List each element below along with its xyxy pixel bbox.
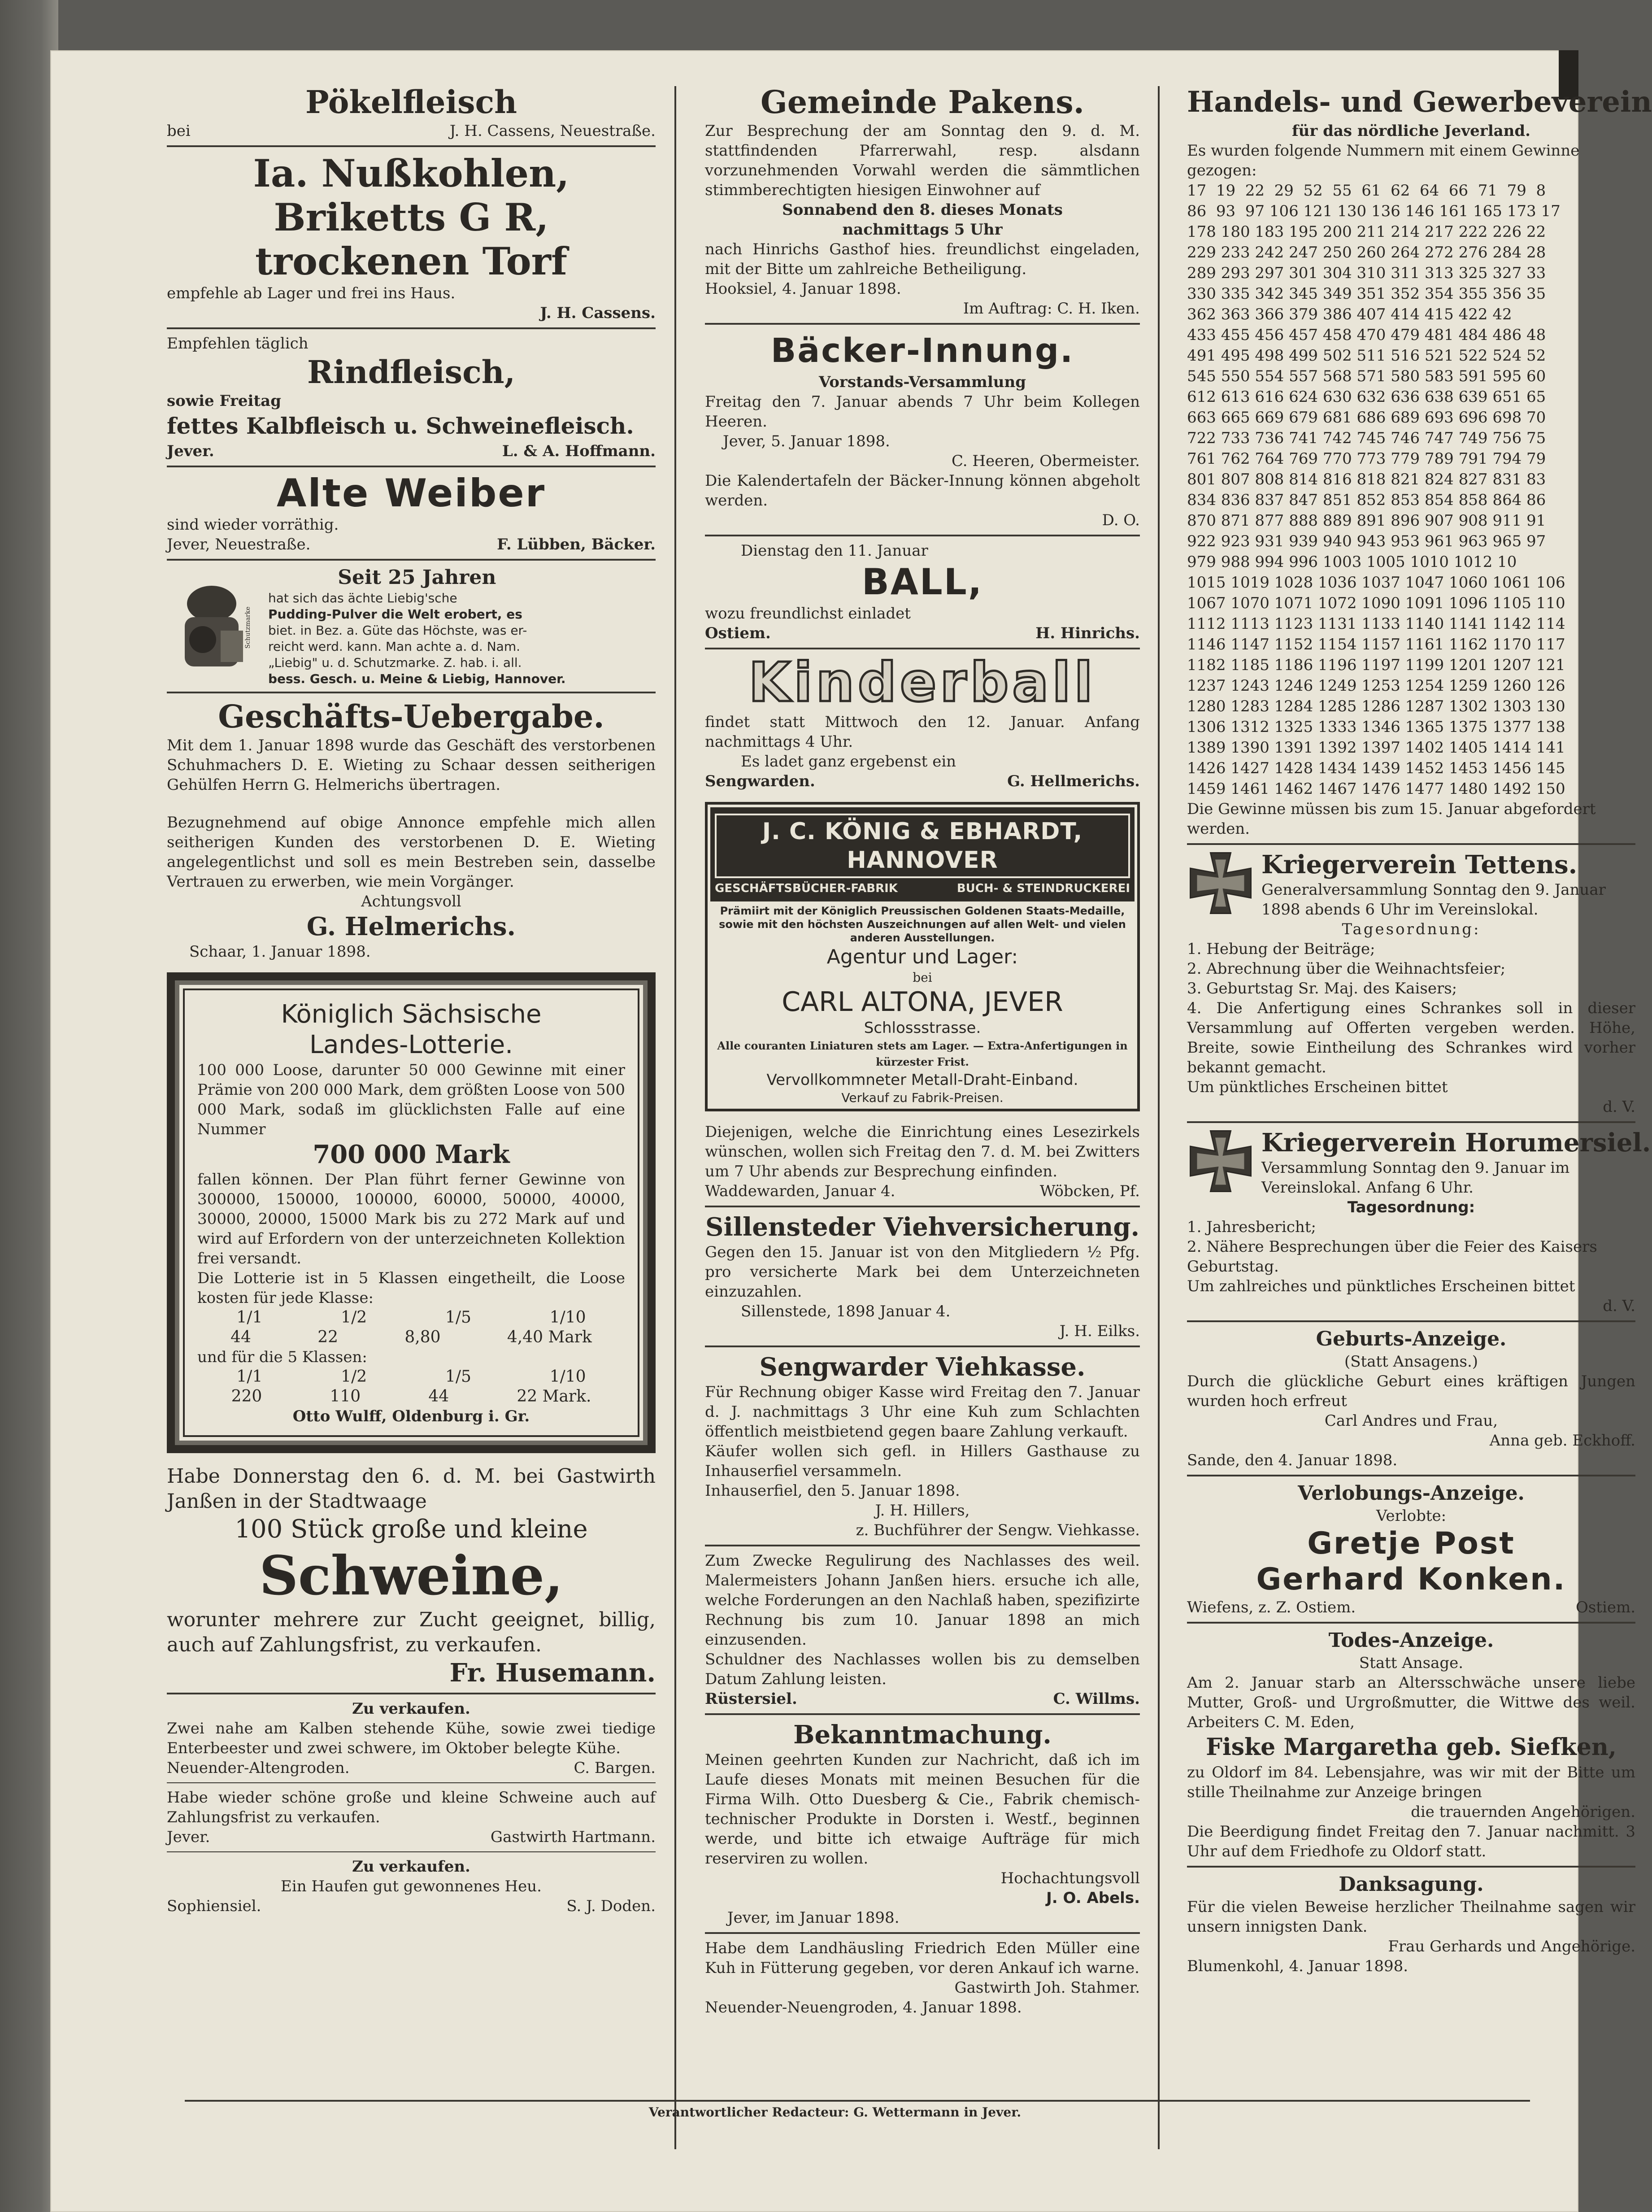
ad-text: Meinen geehrten Kunden zur Nachricht, daß ich im Laufe dieses Monats mit meinen Besuchen für die Firma Wilh. Otto Duesberg & Cie., Fabrik chemisch-technischer Produkte in Dorsten i. Westf., beginnen werde, und bitte ich etwaige Aufträge für mich reserviren zu wollen. [705,1751,1140,1868]
ad-subtitle: Tagesordnung: [1347,1198,1475,1216]
ad-title: Rindfleisch, [307,353,515,391]
ad-text: z. Buchführer der Sengw. Viehkasse. [856,1521,1140,1539]
ad-text: nach Hinrichs Gasthof hies. freundlichst eingeladen, mit der Bitte um zahlreiche Betheiligung. [705,240,1140,278]
ad-lesezirkel [705,1120,1140,1203]
ad-title: Zu verkaufen. [352,1858,470,1876]
ad-text: Um pünktliches Erscheinen bittet [1187,1078,1448,1096]
ad-title: Danksagung. [1339,1873,1484,1896]
ad-verlobung [1187,1479,1635,1619]
ad-text: Zur Besprechung der am Sonntag den 9. d. M. stattfindenden Pfarrerwahl, resp. alsdann vorzunehmenden Vorwahl werden die sämmtlichen stimmberechtigten hiesigen Einwohner auf [705,122,1140,199]
fraction: 1/5 [445,1308,471,1327]
ad-text: Die Gewinne müssen bis zum 15. Januar abgefordert werden. [1187,800,1596,838]
ad-title: Verlobungs-Anzeige. [1298,1482,1525,1505]
ad-signature: Gastwirth Joh. Stahmer. [954,1979,1140,1997]
ad-uebergabe [167,696,656,963]
ad-title: Geburts-Anzeige. [1316,1328,1507,1350]
ad-title: Sengwarder Viehkasse. [759,1352,1086,1382]
ad-text: empfehle ab Lager und frei ins Haus. [167,284,456,302]
column-rule [674,86,676,2149]
ad-text: Käufer wollen sich gefl. in Hillers Gasthause zu Inhauserfiel versammeln. [705,1442,1140,1480]
ad-highlight: 700 000 Mark [313,1140,510,1169]
ad-text: Pudding-Pulver die Welt erobert, es [268,607,522,622]
ad-subtitle: für das nördliche Jeverland. [1292,122,1530,140]
agenda-item: 3. Geburtstag Sr. Maj. des Kaisers; [1187,980,1457,997]
ad-text: Es wurden folgende Nummern mit einem Gewinne gezogen: [1187,142,1580,179]
ad-text: hat sich das ächte Liebig'sche [268,591,457,605]
ad-danksagung [1187,1870,1635,1978]
ad-title: Geschäfts-Uebergabe. [218,698,604,735]
ad-viehkasse [705,1350,1140,1542]
ad-place: Sengwarden. [705,772,815,790]
ad-text: sind wieder vorräthig. [167,516,339,534]
ad-title: Handels- und Gewerbeverein [1187,85,1652,119]
ad-title: Seit 25 Jahren [338,566,496,589]
ad-title: Bäcker-Innung. [770,331,1074,370]
agenda-item: 2. Abrechnung über die Weihnachtsfeier; [1187,960,1506,978]
ad-text: Bezugnehmend auf obige Annonce empfehle mich allen seitherigen Kunden des verstorbenen D. E. Wieting angelegentlichst und soll es mein Bestreben sein, dasselbe Vertrauen zu erwerben, wie mein Vorgänger. [167,814,656,891]
ad-alte-weiber [167,470,656,556]
ad-text: Verkauf zu Fabrik-Preisen. [841,1090,1004,1105]
ad-text: Vervollkommneter Metall-Draht-Einband. [766,1071,1078,1089]
ad-text: Für die vielen Beweise herzlicher Theilnahme sagen wir unsern innigsten Dank. [1187,1898,1635,1936]
ad-signature: D. O. [1102,511,1140,529]
ad-name: Fiske Margaretha geb. Siefken, [1206,1733,1617,1761]
ad-subtitle: GESCHÄFTSBÜCHER-FABRIK [715,882,898,895]
ad-text: Alle couranten Liniaturen stets am Lager. — Extra-Anfertigungen in kürzester Frist. [717,1039,1128,1068]
ad-poekelfleisch [167,82,656,143]
ad-todes [1187,1626,1635,1863]
ad-date: Sande, den 4. Januar 1898. [1187,1451,1398,1469]
ad-name: Gretje Post [1307,1526,1515,1561]
ad-text: Habe wieder schöne große und kleine Schweine auch auf Zahlungsfrist zu verkaufen. [167,1789,656,1826]
ad-text: Freitag den 7. Januar abends 7 Uhr beim Kollegen Heeren. [705,393,1140,431]
ad-title: Briketts G R, [274,195,549,239]
ad-name: Gerhard Konken. [1256,1562,1566,1597]
ad-text: Mit dem 1. Januar 1898 wurde das Geschäft des verstorbenen Schuhmachers D. E. Wieting zu Schaar dessen seitherigen Gehülfen Herrn G. Helmerichs übertragen. [167,736,656,794]
ad-signature: J. H. Eilks. [1059,1322,1140,1340]
fraction: 1/2 [341,1308,367,1327]
ad-kohlen [167,150,656,325]
footer-editor: Verantwortlicher Redacteur: G. Wettermann in Jever. [648,2105,1022,2120]
ad-text: Generalversammlung Sonntag den 9. Januar 1898 abends 6 Uhr im Vereinslokal. [1261,881,1606,919]
price: 4,40 Mark [507,1328,592,1346]
ad-kinderball [705,652,1140,793]
ad-text: bei [167,122,191,140]
price: 8,80 [404,1328,441,1346]
ad-date: Blumenkohl, 4. Januar 1898. [1187,1957,1409,1975]
ad-text: Habe Donnerstag den 6. d. M. bei Gastwirth Janßen in der Stadtwaage [167,1465,656,1513]
ad-title: Zu verkaufen. [352,1700,470,1718]
ad-text: Zwei nahe am Kalben stehende Kühe, sowie zwei tiedige Enterbeester und zwei schwere, im Oktober belegte Kühe. [167,1720,656,1757]
ad-title: Pökelfleisch [305,83,517,121]
ad-date: Schaar, 1. Januar 1898. [189,943,371,961]
ad-text: Durch die glückliche Geburt eines kräftigen Jungen wurden hoch erfreut [1187,1372,1635,1410]
ad-text: Es ladet ganz ergebenst ein [741,753,956,771]
ad-verkaufen-1 [167,1697,656,1780]
fraction: 1/2 [341,1367,367,1386]
ad-pakens [705,82,1140,320]
ad-date: Inhauserfiel, den 5. Januar 1898. [705,1482,960,1500]
ad-signature: L. & A. Hoffmann. [502,442,656,460]
ad-signature: S. J. Doden. [566,1897,656,1915]
ad-signature: d. V. [1603,1297,1635,1315]
ad-signature: Otto Wulff, Oldenburg i. Gr. [292,1407,530,1425]
ad-verkaufen-2 [167,1855,656,1918]
agenda-item: 1. Jahresbericht; [1187,1218,1316,1236]
agenda-item: 1. Hebung der Beiträge; [1187,940,1375,958]
ad-signature: C. Bargen. [574,1759,656,1777]
ad-text: und für die 5 Klassen: [197,1348,367,1366]
ad-title: Alte Weiber [276,471,546,516]
ad-schweine [167,1462,656,1690]
ad-place: Jever. [167,442,214,460]
fraction: 1/1 [236,1308,263,1327]
column-middle [705,82,1140,2019]
fraction: 1/1 [236,1367,263,1386]
ad-signature: C. Willms. [1053,1690,1140,1708]
ad-text: reicht werd. kann. Man achte a. d. Nam. [268,639,520,654]
ad-place: Ostiem. [705,624,771,642]
ad-signature: d. V. [1603,1098,1635,1116]
ad-date: Sillenstede, 1898 Januar 4. [741,1302,951,1320]
scan-margin [0,0,58,2212]
ad-handelsverein [1187,82,1652,840]
ad-text: 100 000 Loose, darunter 50 000 Gewinne mit einer Prämie von 200 000 Mark, dem größten Loose von 500 000 Mark, sodaß im glücklichsten Falle auf eine Nummer [197,1061,625,1138]
ad-name: CARL ALTONA, JEVER [782,986,1063,1018]
ad-text: zu Oldorf im 84. Lebensjahre, was wir mit der Bitte um stille Theilnahme zur Anzeige bringen [1187,1764,1635,1801]
ad-kriegerverein-horumersiel [1187,1126,1651,1318]
ad-title: Königlich Sächsische [281,1000,542,1029]
ad-text: Sonnabend den 8. dieses Monats [782,201,1063,219]
ad-text: wozu freundlichst einladet [705,605,911,623]
ad-text: Die Kalendertafeln der Bäcker-Innung können abgeholt werden. [705,472,1140,509]
price: 44 [230,1328,251,1346]
ad-signature: J. H. Hillers, [875,1502,970,1520]
ad-title: Ia. Nußkohlen, [253,151,570,196]
ad-place: Jever. [167,1828,210,1846]
ad-signature: C. Heeren, Obermeister. [951,452,1140,470]
price: 22 Mark. [517,1387,591,1406]
ad-geburt [1187,1325,1635,1472]
ad-signature: J. H. Cassens. [540,304,656,322]
ad-rindfleisch [167,332,656,463]
ad-text: fettes Kalbfleisch u. Schweinefleisch. [167,413,634,439]
ad-place: Rüstersiel. [705,1690,797,1708]
fraction: 1/10 [549,1308,586,1327]
ad-signature: Anna geb. Eckhoff. [1489,1432,1635,1450]
ad-text: Zum Zwecke Regulirung des Nachlasses des weil. Malermeisters Johann Janßen hiers. ersuche ich alle, welche Forderungen an den Nachlaß haben, spezifizirte Rechnung bis zum 10. Januar 1898 an mich einzusenden. [705,1552,1140,1649]
ad-text: Die Beerdigung findet Freitag den 7. Januar nachmitt. 3 Uhr auf dem Friedhofe zu Oldorf statt. [1187,1823,1635,1860]
iron-cross-icon [1187,849,1254,917]
ad-title: Todes-Anzeige. [1328,1629,1494,1652]
ad-signature: G. Helmerichs. [306,912,516,941]
ad-text: nachmittags 5 Uhr [842,221,1003,239]
ad-text: Diejenigen, welche die Einrichtung eines Lesezirkels wünschen, wollen sich Freitag den 7. d. M. bei Zwitters um 7 Uhr abends zur Besprechung einfinden. [705,1123,1140,1180]
ad-title: Kriegerverein Horumersiel. [1261,1128,1651,1158]
ad-text: worunter mehrere zur Zucht geeignet, billig, auch auf Zahlungsfrist, zu verkaufen. [167,1608,656,1656]
ad-title: BALL, [861,561,983,603]
ad-date: Jever, 5. Januar 1898. [723,432,890,450]
ad-text: Für Rechnung obiger Kasse wird Freitag den 7. Januar d. J. nachmittags 3 Uhr eine Kuh zum Schlachten öffentlich meistbietend gegen baare Zahlung verkauft. [705,1383,1140,1441]
agenda-item: 4. Die Anfertigung eines Schrankes soll in dieser Versammlung auf Offerten vergeben werden. Höhe, Breite, sowie Eintheilung des Schrankes wird vorher bekannt gemacht. [1187,999,1635,1076]
ad-date: Hooksiel, 4. Januar 1898. [705,280,901,298]
ad-subtitle: Tagesordnung: [1342,920,1481,938]
ad-text: Die Lotterie ist in 5 Klassen eingetheilt, die Loose kosten für jede Klasse: [197,1269,625,1307]
ad-place: Wiefens, z. Z. Ostiem. [1187,1598,1356,1616]
ad-lotterie [167,972,656,1453]
price: 110 [330,1387,361,1406]
ad-signature: J. H. Cassens, Neuestraße. [449,122,656,140]
ad-text: Dienstag den 11. Januar [741,542,928,560]
ad-place: Waddewarden, Januar 4. [705,1182,896,1200]
ad-text: Verlobte: [1376,1507,1447,1525]
ad-text: biet. in Bez. a. Güte das Höchste, was er- [268,623,527,638]
ad-stahmer [705,1937,1140,2019]
column-right [1187,82,1652,1978]
ad-liebig [167,563,656,689]
fraction: 1/5 [445,1367,471,1386]
price: 22 [317,1328,339,1346]
ad-text: Achtungsvoll [361,893,461,910]
ad-title: Sillensteder Viehversicherung. [705,1212,1139,1242]
ad-title: Bekanntmachung. [793,1720,1052,1750]
ad-text: (Statt Ansagens.) [1344,1353,1478,1371]
ad-koenig-ebhardt [705,802,1140,1111]
ad-signature: Wöbcken, Pf. [1039,1182,1140,1200]
ad-subtitle: Vorstands-Versammlung [818,373,1026,391]
ad-signature: Im Auftrag: C. H. Iken. [963,300,1140,318]
iron-cross-icon [1187,1128,1254,1195]
ad-text: sowie Freitag [167,392,281,410]
ad-baecker [705,327,1140,532]
ad-title: Landes-Lotterie. [309,1030,513,1059]
ad-sillenstede [705,1210,1140,1343]
ad-text: Am 2. Januar starb an Altersschwäche unsere liebe Mutter, Groß- und Urgroßmutter, die Wittwe des weil. Arbeiters C. M. Eden, [1187,1674,1635,1731]
price: 44 [428,1387,449,1406]
ad-text: Versammlung Sonntag den 9. Januar im Vereinslokal. Anfang 6 Uhr. [1261,1159,1570,1197]
ad-signature: H. Hinrichs. [1035,624,1140,642]
ad-text: findet statt Mittwoch den 12. Januar. Anfang nachmittags 4 Uhr. [705,713,1140,751]
ad-bekanntmachung [705,1718,1140,1929]
fraction: 1/10 [549,1367,586,1386]
ad-text: Prämiirt mit der Königlich Preussischen Goldenen Staats-Medaille, sowie mit den höchsten Auszeichnungen auf allen Welt- und vielen anderen Ausstellungen. [719,905,1126,944]
ad-nachlass [705,1549,1140,1711]
winning-numbers: 17 19 22 29 52 55 61 62 64 66 71 79 8 86 93 97 106 121 130 136 146 161 165 173 17 178 180 183 195 200 211 214 217 222 226 22 229 233 242 247 250 260 264 272 276 284 28 289 293 297 301 304 310 311 313 325 327 33 330 335 342 345 349 351 352 354 355 356 35 362 363 366 379 386 407 414 415 422 42 433 455 456 457 458 470 479 481 484 486 48 491 495 498 499 502 511 516 521 522 524 52 545 550 554 557 568 571 580 583 591 595 60 612 613 616 624 630 632 636 638 639 651 65 663 665 669 679 681 686 689 693 696 698 70 722 733 736 741 742 745 746 747 749 756 75 761 762 764 769 770 773 779 789 791 794 79 801 807 808 814 816 818 821 824 827 831 83 834 836 837 847 851 852 853 854 858 864 86 870 871 877 888 889 891 896 907 908 911 91 922 923 931 939 940 943 953 961 963 965 97 979 988 994 996 1003 1005 1010 1012 10 1015 1019 1028 1036 1037 1047 1060 1061 106 1067 1070 1071 1072 1090 1091 1096 1105 110 1112 1113 1123 1131 1133 1140 1141 1142 114 1146 1147 1152 1154 1157 1161 1162 1170 117 1182 1185 1186 1196 1197 1199 1201 1207 121 1237 1243 1246 1249 1253 1254 1259 1260 126 1280 1283 1284 1285 1286 1287 1302 1303 130 1306 1312 1325 1333 1346 1365 1375 1377 138 1389 1390 1391 1392 1397 1402 1405 1414 141 1426 1427 1428 1434 1439 1452 1453 1456 145 1459 1461 1462 1467 1476 1477 1480 1492 150 [1187,182,1565,798]
ad-signature: Fr. Husemann. [449,1658,656,1688]
ad-text: bess. Gesch. u. Meine & Liebig, Hannover. [268,671,566,686]
ad-place: Ostiem. [1575,1598,1635,1616]
ad-ball [705,539,1140,645]
ad-signature: G. Hellmerichs. [1007,772,1140,790]
ad-text: Um zahlreiches und pünktliches Erscheinen bittet [1187,1277,1575,1295]
price: 220 [231,1387,262,1406]
ad-date: Neuender-Neuengroden, 4. Januar 1898. [705,1999,1022,2016]
ad-title: J. C. KÖNIG & EBHARDT, HANNOVER [715,814,1130,878]
agenda-item: 2. Nähere Besprechungen über die Feier des Kaisers Geburtstag. [1187,1238,1597,1276]
ad-text: Gegen den 15. Januar ist von den Mitgliedern ½ Pfg. pro versicherte Mark bei dem Unterzeichneten einzuzahlen. [705,1243,1140,1301]
ad-text: Habe dem Landhäusling Friedrich Eden Müller eine Kuh in Fütterung gegeben, vor deren Ankauf ich warne. [705,1939,1140,1977]
ad-text: Hochachtungsvoll [1000,1869,1140,1887]
ad-text: „Liebig" u. d. Schutzmarke. Z. hab. i. all. [268,655,522,670]
ad-signature: Gastwirth Hartmann. [490,1828,656,1846]
ad-hartmann [167,1786,656,1849]
ad-title: Kinderball [748,652,1096,714]
ad-place: Sophiensiel. [167,1897,261,1915]
ad-title: Kriegerverein Tettens. [1261,850,1578,880]
ad-text: bei [913,970,932,985]
ad-text: Empfehlen täglich [167,335,309,353]
ad-place: Neuender-Altengroden. [167,1759,350,1777]
ad-signature: Frau Gerhards und Angehörige. [1388,1938,1635,1955]
ad-text: fallen können. Der Plan führt ferner Gewinne von 300000, 150000, 100000, 60000, 50000, 40000, 30000, 20000, 15000 Mark bis zu 272 Mark auf und wird auf Erfordern von der unterzeichneten Kollektion frei versandt. [197,1171,625,1267]
ad-text: Schuldner des Nachlasses wollen bis zu demselben Datum Zahlung leisten. [705,1650,1140,1688]
ad-text: 100 Stück große und kleine [235,1515,588,1544]
ad-place: Jever, Neuestraße. [167,536,311,553]
ad-text: Schlossstrasse. [864,1019,981,1037]
column-left [167,82,656,1918]
column-rule [1158,86,1160,2149]
ad-text: Statt Ansage. [1359,1654,1464,1672]
ad-subtitle: BUCH- & STEINDRUCKEREI [956,882,1130,895]
trademark-label: Schutzmarke [244,606,252,649]
ad-signature: F. Lübben, Bäcker. [497,536,656,553]
liebig-trademark-image [167,577,261,675]
ad-signature: J. O. Abels. [1046,1889,1140,1907]
ad-title: Gemeinde Pakens. [760,83,1085,121]
ad-title: Schweine, [259,1544,563,1607]
ad-date: Jever, im Januar 1898. [727,1909,900,1927]
ad-title: trockenen Torf [255,239,567,283]
ad-text: Agentur und Lager: [826,945,1018,968]
ad-signature: die trauernden Angehörigen. [1411,1803,1635,1821]
ad-text: Ein Haufen gut gewonnenes Heu. [281,1877,542,1895]
ad-kriegerverein-tettens [1187,848,1635,1119]
ad-signature: Carl Andres und Frau, [1324,1412,1498,1430]
newspaper-page [50,50,1652,2212]
